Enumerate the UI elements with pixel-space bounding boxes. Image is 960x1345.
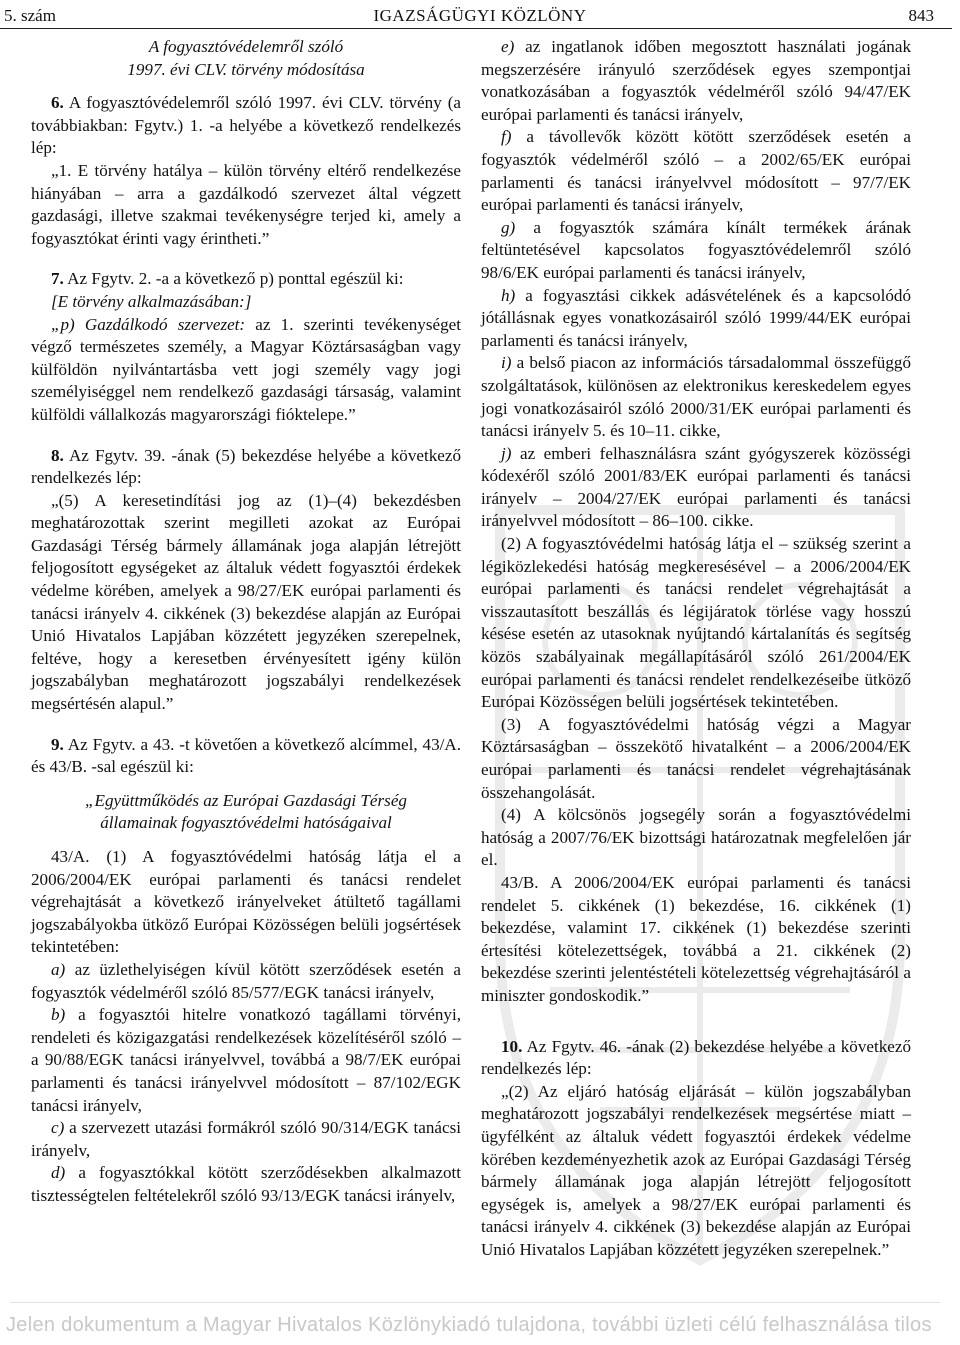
subtitle-line-2: államainak fogyasztóvédelmi hatóságaival — [100, 813, 392, 833]
section-9-text: Az Fgytv. a 43. -t követően a következő alcímmel, 43/A. és 43/B. -sal egészül ki: — [31, 734, 461, 777]
section-8 — [31, 445, 461, 490]
item-p-term: „p) Gazdálkodó szervezet: — [51, 314, 246, 334]
list-item-h-label: h) — [501, 285, 516, 305]
section-6-text: A fogyasztóvédelemről szóló 1997. évi CLV. törvény (a továbbiakban: Fgytv.) 1. -a helyébe a következő rendelkezés lép: — [31, 93, 461, 158]
list-item-e — [481, 36, 911, 126]
list-item-j-text: az emberi felhasználásra szánt gyógyszerek közösségi kódexéről szóló 2001/83/EK európai parlamenti és tanácsi irányelv – 2004/27/EK európai parlamenti és tanácsi irányelvvel módosított – 86–100. cikke. — [481, 443, 911, 531]
list-item-g-text: a fogyasztók számára kínált termékek árának feltüntetésével kapcsolatos fogyasztóvédelemről szóló 98/6/EK európai parlamenti és tanácsi irányelv, — [481, 217, 911, 282]
list-item-d-label: d) — [51, 1163, 66, 1183]
paragraph-43a-2: (2) A fogyasztóvédelmi hatóság látja el – szükség szerint a légiközlekedési hatóság megkeresésével – a 2006/2004/EK európai parlamenti és tanácsi rendelet végrehajtását a visszautasított beszállás és légijáratok törlése vagy hosszú késése esetén az utasoknak nyújtandó kártalanítás és segítség közös szabályainak megállapításáról szóló 261/2004/EK európai parlamenti és tanácsi rendelet rendelkezéseibe ütköző Európai Közösségen belüli jogsértések tekintetében. — [481, 534, 911, 712]
list-item-e-label: e) — [501, 37, 515, 56]
section-7-text: Az Fgytv. 2. -a a következő p) ponttal egészül ki: — [63, 269, 404, 289]
list-item-c-label: c) — [51, 1118, 65, 1138]
footer-rule — [10, 1302, 940, 1303]
list-item-a-label: a) — [51, 959, 66, 979]
list-item-a — [31, 959, 461, 1004]
list-item-f — [481, 126, 911, 216]
amendment-title-line-2: 1997. évi CLV. törvény módosítása — [127, 59, 365, 79]
section-7-number: 7. — [51, 269, 64, 289]
section-9-number: 9. — [51, 734, 64, 754]
list-item-j — [481, 443, 911, 533]
journal-title: IGAZSÁGÜGYI KÖZLÖNY — [373, 6, 587, 25]
section-8-quote: „(5) A keresetindítási jog az (1)–(4) bekezdésben meghatározottak szerint megilleti azokat az Európai Gazdasági Térség bármely államának joga alapján létrejött feljogosított egységeket az általuk védett fogyasztói érdekek védelme körében, amelyek a 98/27/EK európai parlamenti és tanácsi irányelv 4. cikkének (3) bekezdése alapján az Európai Unió Hivatalos Lapjában közzétett jegyzéken szerepelnek, feltéve, hogy a keresetben érvényesített igény külön jogszabályban meghatározott jogszabályi rendelkezések megsértésén alapul.” — [31, 490, 461, 714]
list-item-e-text: az ingatlanok időben megosztott használati jogának megszerzésére irányuló szerződések egyes szempontjai vonatkozásában a fogyasztók védelméről szóló 94/47/EK európai parlamenti és tanácsi irányelv, — [481, 37, 911, 124]
paragraph-43b: 43/B. A 2006/2004/EK európai parlamenti és tanácsi rendelet 5. cikkének (1) bekezdése, 16. cikkének (1) bekezdése, valamint 17. cikkének (1) bekezdése szerinti értesítési kötelezettségek, továbbá a 21. cikkének (2) bekezdése szerinti jelentéstételi kötelezettség végrehajtásáról a miniszter gondoskodik.” — [481, 872, 911, 1005]
list-item-h-text: a fogyasztási cikkek adásvételének és a kapcsolódó jótállásnak egyes vonatkozásairól szóló 1999/44/EK európai parlamenti és tanácsi irányelv, — [481, 285, 911, 350]
copyright-notice: Jelen dokumentum a Magyar Hivatalos Közlönykiadó tulajdona, további üzleti célú felhasználása tilos — [6, 1314, 932, 1336]
section-6-number: 6. — [51, 93, 64, 113]
paragraph-43a-3: (3) A fogyasztóvédelmi hatóság végzi a Magyar Köztársaságban – összekötő hivatalként – a 2006/2004/EK európai parlamenti és tanácsi rendelet végrehajtásának összehangolását. — [481, 714, 911, 802]
list-item-j-label: j) — [501, 443, 512, 463]
section-8-text: Az Fgytv. 39. -ának (5) bekezdése helyébe a következő rendelkezés lép: — [31, 445, 461, 488]
right-column — [481, 36, 911, 1261]
list-item-b-text: a fogyasztói hitelre vonatkozó tagállami törvényi, rendeleti és közigazgatási rendelkezések közelítéséről szóló – a 90/88/EGK tanácsi irányelvvel, továbbá a 98/7/EK európai parlamenti és tanácsi irányelvvel módosított – 87/102/EGK tanácsi irányelv, — [31, 1005, 461, 1115]
list-item-f-label: f) — [501, 127, 512, 147]
section-10-text: Az Fgytv. 46. -ának (2) bekezdése helyébe a következő rendelkezés lép: — [481, 1036, 911, 1079]
subtitle-line-1: „Együttműködés az Európai Gazdasági Térség — [85, 790, 407, 810]
section-10 — [481, 1036, 911, 1081]
list-item-i — [481, 352, 911, 442]
item-p-text: az 1. szerinti tevékenységet végző természetes személy, a Magyar Köztársaságban vagy külföldön nyilvántartásba vett jogi személy vagy jogi személyiséggel nem rendelkező gazdasági társaság, valamint külföldi vállalkozás magyarországi fióktelepe.” — [31, 314, 461, 424]
amendment-title-line-1: A fogyasztóvédelemről szóló — [148, 37, 344, 56]
section-8-number: 8. — [51, 445, 64, 465]
section-10-quote: „(2) Az eljáró hatóság eljárását – külön jogszabályban meghatározott jogszabályi rendelkezések megsértése miatt – ügyfélként az általuk védett fogyasztói érdekek védelme körében kezdeményezhetik azok az Európai Gazdasági Térség bármely államának joga alapján létrejött feljogosított egységek is, amelyek a 98/27/EK európai parlamenti és tanácsi irányelv 4. cikkének (3) bekezdése alapján az Európai Unió Hivatalos Lapjában közzétett jegyzéken szerepelnek.” — [481, 1081, 911, 1259]
list-item-i-text: a belső piacon az információs társadalommal összefüggő szolgáltatások, különösen az elektronikus kereskedelem egyes jogi vonatkozásairól szóló 2000/31/EK európai parlamenti és tanácsi irányelv 5. és 10–11. cikke, — [481, 353, 911, 441]
header-rule — [0, 28, 952, 29]
section-6-quote: „1. E törvény hatálya – külön törvény eltérő rendelkezése hiányában – arra a gazdálkodó szervezet által végzett gazdasági, illetve szakmai tevékenységre terjed ki, amely a fogyasztókat érinti vagy érintheti.” — [31, 160, 461, 248]
list-item-b — [31, 1004, 461, 1117]
section-6 — [31, 92, 461, 160]
list-item-h — [481, 285, 911, 353]
section-7 — [31, 268, 461, 291]
list-item-b-label: b) — [51, 1005, 66, 1025]
list-item-d — [31, 1162, 461, 1207]
section-7-bracket: [E törvény alkalmazásában:] — [51, 291, 252, 311]
list-item-g — [481, 217, 911, 285]
list-item-g-label: g) — [501, 217, 516, 237]
list-item-c — [31, 1117, 461, 1162]
list-item-f-text: a távollevők között kötött szerződések esetén a fogyasztók védelméről szóló – a 2002/65/EK európai parlamenti és tanácsi irányelvvel módosított – 97/7/EK európai parlamenti és tanácsi irányelv, — [481, 127, 911, 215]
list-item-i-label: i) — [501, 353, 512, 373]
section-10-number: 10. — [501, 1036, 523, 1056]
paragraph-43a-4: (4) A kölcsönös jogsegély során a fogyasztóvédelmi hatóság a 2007/76/EK bizottsági határozatnak megfelelően jár el. — [481, 805, 911, 870]
page-number: 843 — [908, 6, 934, 25]
list-item-c-text: a szervezett utazási formákról szóló 90/314/EGK tanácsi irányelv, — [31, 1118, 461, 1160]
section-9 — [31, 734, 461, 779]
left-column — [31, 36, 461, 1208]
page-header — [0, 0, 960, 32]
issue-number: 5. szám — [4, 6, 56, 25]
section-7-item-p — [31, 314, 461, 427]
paragraph-43a-1: 43/A. (1) A fogyasztóvédelmi hatóság látja el a 2006/2004/EK európai parlamenti és tanácsi rendelet végrehajtását a következő irányelveket átültető tagállami jogszabályokba ütköző Európai Közösségen belüli jogsértések tekintetében: — [31, 847, 461, 957]
list-item-a-text: az üzlethelyiségen kívül kötött szerződések esetén a fogyasztók védelméről szóló 85/577/EGK tanácsi irányelv, — [31, 959, 461, 1002]
list-item-d-text: a fogyasztókkal kötött szerződésekben alkalmazott tisztességtelen feltételekről szóló 93/13/EGK tanácsi irányelv, — [31, 1163, 461, 1205]
